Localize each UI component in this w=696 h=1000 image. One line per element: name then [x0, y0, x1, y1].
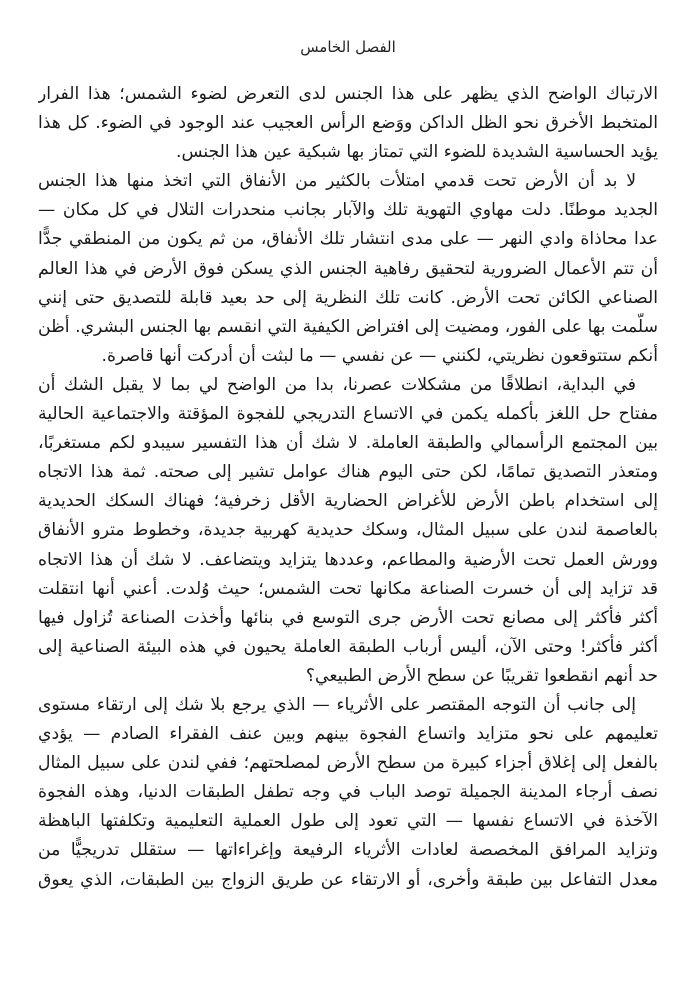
text-line: الجديد موطنًا. دلت مهاوي التهوية تلك والآبار بجانب منحدرات التلال في كل مكان — [38, 200, 658, 221]
text-line: أكثر فأكثر إلى مصانع تحت الأرض جرى التوسع في بنائها وأخذت الصناعة تُزاول فيها [38, 607, 658, 628]
text-line: الارتباك الواضح الذي يظهر على هذا الجنس لدى التعرض لضوء الشمس؛ هذا الفرار [38, 84, 658, 104]
text-line: مفتاح حل اللغز بأكمله يكمن في الاتساع التدريجي للفجوة المؤقتة والاجتماعية الحالية [38, 404, 658, 425]
text-line: معدل التفاعل بين طبقة وأخرى، أو الارتقاء عن طريق الزواج بين الطبقات، الذي يعوق [38, 869, 658, 890]
paragraph [38, 371, 658, 691]
text-line: بالفعل إلى إغلاق أجزاء كبيرة من سطح الأرض لمصلحتهم؛ ففي لندن على سبيل المثال [38, 753, 658, 774]
chapter-title: الفصل الخامس [300, 38, 396, 56]
text-line: أنكم ستتوقعون نظريتي، لكنني — عن نفسي — ما لبثت أن أدركت أنها قاصرة. [101, 345, 658, 366]
text-line: إلى استخدام باطن الأرض للأغراض الحضارية الأقل زخرفية؛ فهناك السكك الحديدية [38, 491, 658, 512]
text-line: حد أنهم انقطعوا تقريبًا عن سطح الأرض الطبيعي؟ [305, 665, 658, 686]
text-line: بين المجتمع الرأسمالي والطبقة العاملة. لا شك أن هذا التفسير سيبدو لكم مستغربًا، [38, 433, 658, 454]
text-line: تعليمهم على نحو متزايد واتساع الفجوة بينهم وبين عنف الفقراء الصادم — يؤدي [38, 724, 658, 745]
text-line: وتزايد المرافق المخصصة لعادات الأثرياء الرفيعة وإغراءاتها — ستقلل تدريجيًّا من [38, 840, 658, 861]
paragraph [38, 167, 658, 371]
text-line: بالعاصمة لندن على سبيل المثال، وسكك حديدية كهربية جديدة، وخطوط مترو الأنفاق [38, 520, 658, 541]
text-line: أكثر فأكثر! وحتى الآن، أليس أرباب الطبقة العاملة يحيون في هذه البيئة الصناعية إلى [38, 636, 658, 657]
text-line: المتخبط الأخرق نحو الظل الداكن ووَضع الرأس العجيب عند الوجود في الضوء. كل هذا [38, 113, 658, 134]
body-text [38, 80, 658, 1000]
text-line: الصناعي الكائن تحت الأرض. كانت تلك النظرية إلى حد بعيد قابلة للتصديق حتى إنني [38, 287, 658, 308]
text-line: نصف أرجاء المدينة الجميلة توصد الباب في وجه تطفل الطبقات الدنيا، وهذه الفجوة [38, 782, 658, 803]
text-line: قد تزايد إلى أن خسرت الصناعة مكانها تحت الشمس؛ حيث وُلدت. أعني أنها انتقلت [38, 578, 658, 599]
text-line: عدا محاذاة وادي النهر — على مدى انتشار تلك الأنفاق، من ثم يكون من المنطقي جدًّا [38, 229, 658, 250]
paragraph [38, 80, 658, 167]
text-line: الآخذة في الاتساع نفسها — التي تعود إلى طول العملية التعليمية وتكلفتها الباهظة [38, 811, 658, 832]
text-line: في البداية، انطلاقًا من مشكلات عصرنا، بدا من الواضح لي بما لا يقبل الشك أن [38, 374, 636, 395]
text-line: لا بد أن الأرض تحت قدمي امتلأت بالكثير من الأنفاق التي اتخذ منها هذا الجنس [38, 171, 636, 192]
text-line: وورش العمل تحت الأرضية والمطاعم، وعددها يتزايد ويتضاعف. لا شك أن هذا الاتجاه [38, 549, 658, 570]
text-line: إلى جانب أن التوجه المقتصر على الأثرياء — الذي يرجع بلا شك إلى ارتقاء مستوى [38, 694, 636, 715]
paragraph [38, 691, 658, 895]
text-line: يؤيد الحساسية الشديدة للضوء التي تمتاز بها شبكية عين هذا الجنس. [176, 142, 658, 163]
text-line: أن تتم الأعمال الضرورية لتحقيق رفاهية الجنس الذي يسكن فوق الأرض في هذا العالم [38, 258, 658, 279]
text-line: ومتعذر التصديق تمامًا، لكن حتى اليوم هناك عوامل تشير إلى صحته. ثمة هذا الاتجاه [38, 462, 658, 483]
text-line: سلَّمت بها على الفور، ومضيت إلى افتراض الكيفية التي انقسم بها الجنس البشري. أظن [38, 316, 658, 337]
